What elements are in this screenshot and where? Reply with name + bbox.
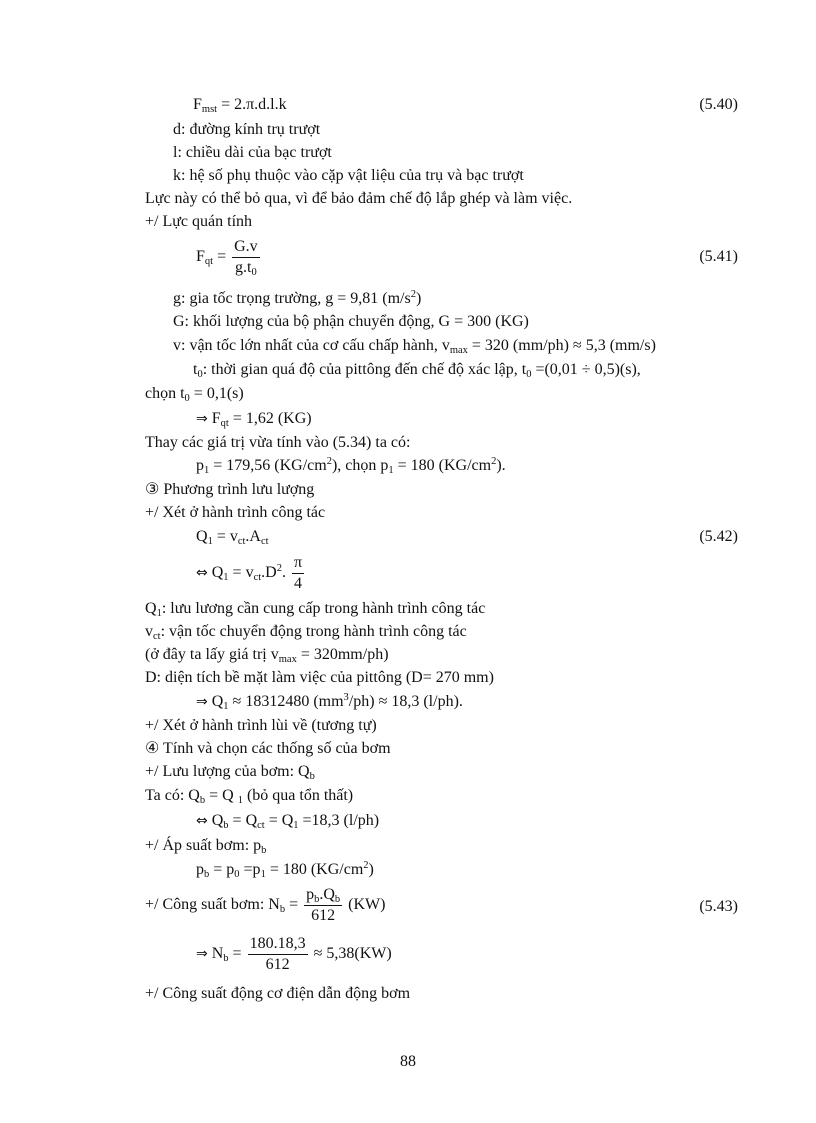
implies-arrow-icon: ⇒	[196, 946, 208, 963]
result-line: ⇒ $F_{qt} = 1,62$ (KG)	[196, 410, 312, 429]
text-line: +/ Xét ở hành trình công tác	[145, 504, 326, 521]
text-line: D: diện tích bề mặt làm việc của pittông (D= 270 mm)	[145, 669, 494, 686]
formula-pump-power: +/ Công suất bơm: $N_b$ = $\frac{p_b.Q_b}{612}$ (KW)	[145, 886, 386, 924]
formula-pump-power-result: ⇒ $N_b$ = $\frac{180.18,3}{612}$ ≈ 5,38(KW)	[196, 935, 392, 973]
text-line: k: hệ số phụ thuộc vào cặp vật liệu của trụ và bạc trượt	[173, 167, 524, 184]
text-line: G: khối lượng của bộ phận chuyển động, G = 300 (KG)	[173, 313, 529, 330]
fraction: $\frac{\pi}{4}$	[293, 554, 303, 592]
text-line: Thay các giá trị vừa tính vào (5.34) ta có:	[145, 434, 411, 451]
equation-number: (5.43)	[699, 898, 738, 915]
text-line: $v_{ct}$: vận tốc chuyển động trong hành trình công tác	[145, 623, 467, 642]
result-line: ⇒ $Q_1 \approx 18312480$ $(mm^3/ph) \approx 18,3$ (l/ph).	[196, 692, 463, 712]
text-line: v: vận tốc lớn nhất của cơ cấu chấp hành, $v_{max} = 320$ (mm/ph) ≈ 5,3 (mm/s)	[173, 337, 656, 356]
text-line: $p_1 = 179,56$ $(KG/cm^2)$, chọn $p_1 = 180$ $(KG/cm^2)$.	[196, 456, 506, 476]
result-line: ⇔ $Q_b = Q_{ct} = Q_1 =18,3$ (l/ph)	[196, 812, 380, 831]
text-line: $t_0$: thời gian quá độ của pittông đến chế độ xác lập, $t_0 =(0,01 \div 0,5)(s)$,	[193, 361, 641, 380]
equation-number: (5.42)	[699, 528, 738, 545]
text-line: g: gia tốc trọng trường, g = 9,81 $(m/s^2)$	[173, 289, 422, 307]
formula-friction-force: $F_{mst} = 2.\pi.d.l.k$	[193, 96, 287, 115]
text-line: chọn $t_0 = 0,1(s)$	[145, 385, 244, 404]
equivalence-arrow-icon: ⇔	[196, 813, 208, 829]
fraction: $\frac{G.v}{g.t_0}$	[234, 238, 258, 278]
fraction: $\frac{180.18,3}{612}$	[249, 935, 306, 973]
text-line: (ở đây ta lấy giá trị $v_{max} = 320mm/ph$)	[145, 646, 389, 665]
implies-arrow-icon: ⇒	[196, 411, 208, 427]
equivalence-arrow-icon: ⇔	[196, 565, 208, 582]
text-line: $Q_1$: lưu lương cần cung cấp trong hành trình công tác	[145, 600, 486, 619]
text-line: Ta có: $Q_b = Q$ $_1$ (bỏ qua tổn thất)	[145, 787, 354, 806]
text-line: +/ Lưu lượng của bơm: $Q_b$	[145, 763, 315, 782]
text-line: +/ Công suất động cơ điện dẫn động bơm	[145, 985, 411, 1002]
section-heading: ④ Tính và chọn các thống số của bơm	[145, 740, 391, 757]
text-line: $p_b = p_0 =p_1 = 180$ $(KG/cm^2)$	[196, 860, 374, 880]
section-heading: ③ Phương trình lưu lượng	[145, 481, 315, 498]
formula-flow-expanded: ⇔ $Q_1 = v_{ct}.D^2$. $\frac{\pi}{4}$	[196, 554, 303, 592]
equation-number: (5.41)	[699, 248, 738, 265]
text-line: l: chiều dài của bạc trượt	[173, 144, 332, 161]
page-number: 88	[400, 1053, 416, 1070]
formula-inertia-force: $F_{qt}$ = $\frac{G.v}{g.t_0}$	[196, 238, 258, 278]
text-line: +/ Lực quán tính	[145, 213, 253, 230]
implies-arrow-icon: ⇒	[196, 694, 208, 710]
text-line: +/ Áp suất bơm: $p_b$	[145, 837, 267, 856]
text-line: +/ Xét ở hành trình lùi về (tương tự)	[145, 717, 377, 734]
text-line: Lực này có thể bỏ qua, vì để bảo đảm chế độ lắp ghép và làm việc.	[145, 190, 573, 207]
formula-flow: $Q_1 = v_{ct}.A_{ct}$	[196, 528, 269, 547]
text-line: d: đường kính trụ trượt	[173, 121, 321, 138]
equation-number: (5.40)	[699, 96, 738, 113]
fraction: $\frac{p_b.Q_b}{612}$	[306, 886, 341, 924]
